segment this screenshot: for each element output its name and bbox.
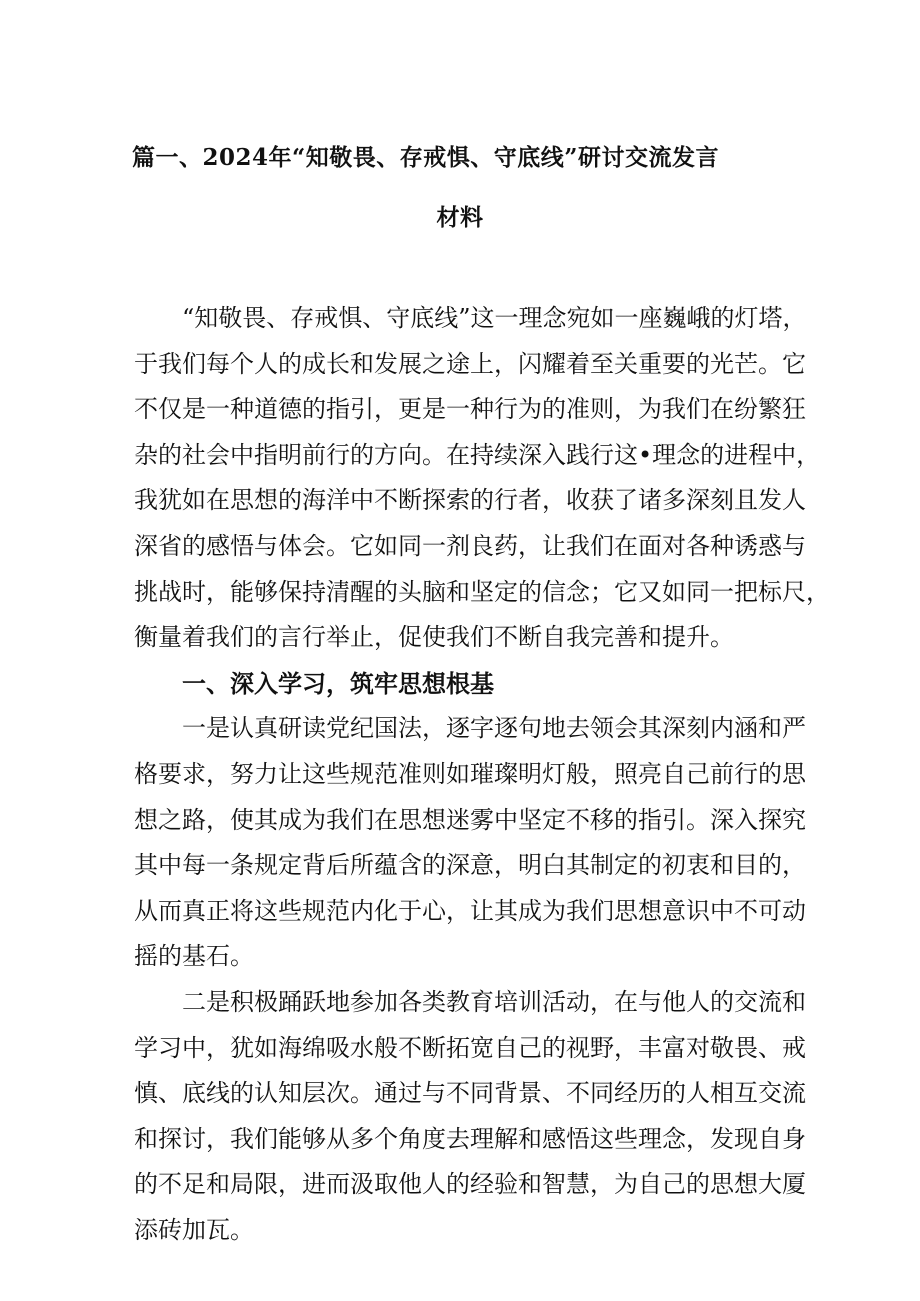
paragraph-second-point — [134, 980, 806, 1254]
paragraph-intro — [134, 296, 830, 661]
section-heading: 一、深入学习，筑牢思想根基 — [182, 668, 494, 698]
paragraph-line: 一是认真研读党纪国法，逐字逐句地去领会其深刻内涵和严 — [182, 714, 806, 743]
paragraph-line: 摇的基石。 — [134, 942, 254, 971]
paragraph-line: “知敬畏、存戒惧、守底线”这一理念宛如一座巍峨的灯塔， — [182, 304, 807, 332]
paragraph-line: 二是积极踊跃地参加各类教育培训活动，在与他人的交流和 — [182, 987, 806, 1016]
paragraph-line: 挑战时，能够保持清醒的头脑和坚定的信念；它又如同一把标尺， — [134, 577, 830, 606]
paragraph-line: 从而真正将这些规范内化于心，让其成为我们思想意识中不可动 — [134, 896, 806, 925]
paragraph-line: 衡量着我们的言行举止，促使我们不断自我完善和提升。 — [134, 623, 734, 652]
document-title-line-2: 材料 — [436, 204, 484, 231]
paragraph-line: 学习中，犹如海绵吸水般不断拓宽自己的视野，丰富对敬畏、戒 — [134, 1033, 806, 1062]
paragraph-line: 其中每一条规定背后所蕴含的深意，明白其制定的初衷和目的， — [134, 851, 806, 880]
document-title-line-1: 篇一、2024年“知敬畏、存戒惧、守底线”研讨交流发言 — [132, 144, 719, 171]
paragraph-line: 想之路，使其成为我们在思想迷雾中坚定不移的指引。深入探究 — [134, 805, 806, 834]
paragraph-line: 的不足和局限，进而汲取他人的经验和智慧，为自己的思想大厦 — [134, 1170, 806, 1199]
paragraph-line: 杂的社会中指明前行的方向。在持续深入践行这•理念的进程中， — [134, 440, 821, 469]
paragraph-line: 慎、底线的认知层次。通过与不同背景、不同经历的人相互交流 — [134, 1079, 806, 1108]
paragraph-line: 和探讨，我们能够从多个角度去理解和感悟这些理念，发现自身 — [134, 1124, 806, 1153]
paragraph-line: 添砖加瓦。 — [134, 1215, 254, 1244]
paragraph-first-point — [134, 706, 806, 980]
paragraph-line: 格要求，努力让这些规范准则如璀璨明灯般，照亮自己前行的思 — [134, 759, 806, 788]
paragraph-line: 我犹如在思想的海洋中不断探索的行者，收获了诸多深刻且发人 — [134, 486, 806, 515]
document-body — [134, 296, 830, 1253]
paragraph-line: 不仅是一种道德的指引，更是一种行为的准则，为我们在纷繁狂 — [134, 395, 806, 424]
paragraph-line: 于我们每个人的成长和发展之途上，闪耀着至关重要的光芒。它 — [134, 349, 806, 378]
paragraph-line: 深省的感悟与体会。它如同一剂良药，让我们在面对各种诱惑与 — [134, 531, 806, 560]
